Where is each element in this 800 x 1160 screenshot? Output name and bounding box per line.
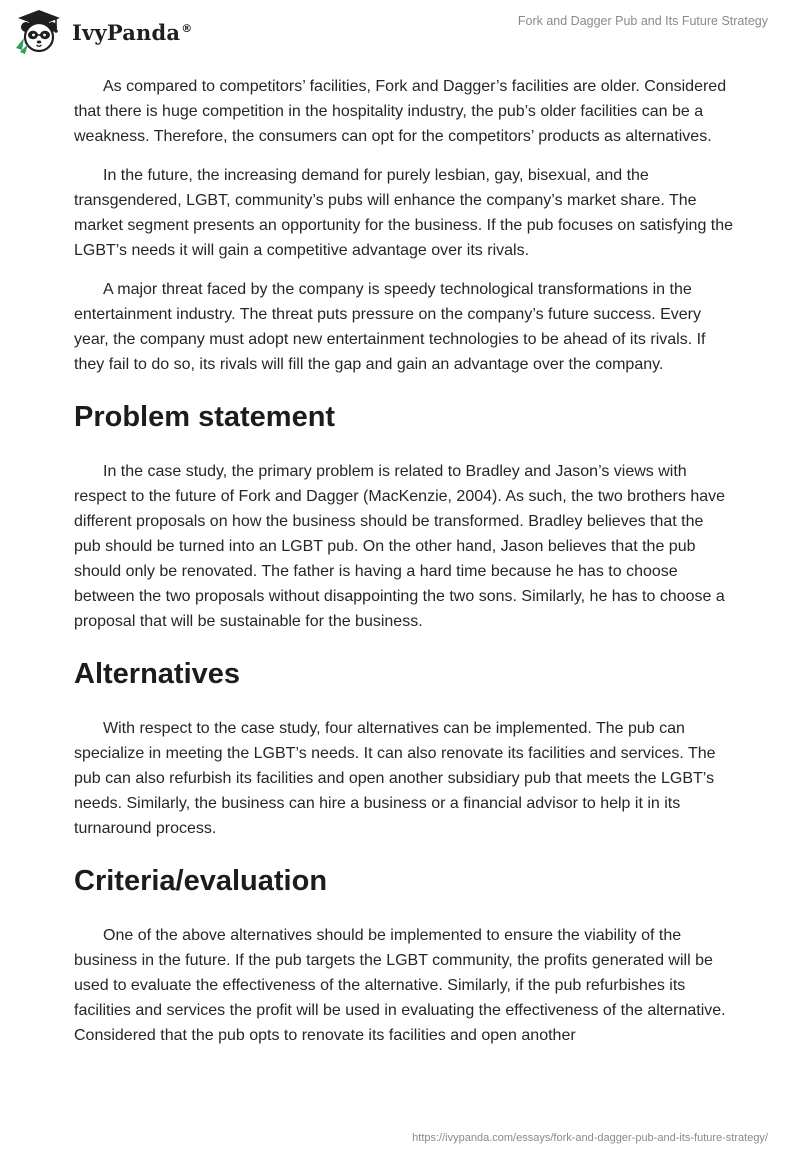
paragraph: In the future, the increasing demand for purely lesbian, gay, bisexual, and the transgendered, LGBT, community’s pubs will enhance the company’s market share. The market segment presents an opportunity for the business. If the pub focuses on satisfying the LGBT’s needs it will gain a competitive advantage over its rivals. (74, 167, 734, 259)
heading-criteria-evaluation: Criteria/evaluation (74, 865, 328, 897)
paragraph: In the case study, the primary problem is related to Bradley and Jason’s views with respect to the future of Fork and Dagger (MacKenzie, 2004). As such, the two brothers have different proposals on how the business should be transformed. Bradley believes that the pub should be turned into an LGBT pub. On the other hand, Jason believes that the pub should only be renovated. The father is having a hard time because he has to choose between the two proposals without disappointing the two sons. Similarly, he has to choose a proposal that will be sustainable for the business. (74, 463, 726, 630)
panda-graduate-icon (14, 8, 64, 54)
heading-problem-statement: Problem statement (74, 401, 336, 433)
essay-content (74, 74, 734, 1062)
paragraph: One of the above alternatives should be implemented to ensure the viability of the business in the future. If the pub targets the LGBT community, the profits generated will be used to evaluate the effectiveness of the alternative. Similarly, if the pub refurbishes its facilities and services the profit will be used in evaluating the effectiveness of the alternative. Considered that the pub opts to renovate its facilities and open another (74, 927, 726, 1044)
source-url[interactable]: https://ivypanda.com/essays/fork-and-dagger-pub-and-its-future-strategy/ (412, 1132, 768, 1144)
paragraph: As compared to competitors’ facilities, Fork and Dagger’s facilities are older. Considered that there is huge competition in the hospitality industry, the pub’s older facilities can be a weakness. Therefore, the consumers can opt for the competitors’ products as alternatives. (74, 78, 727, 145)
heading-alternatives: Alternatives (74, 658, 241, 690)
ivypanda-logo[interactable] (14, 8, 192, 54)
paragraph: With respect to the case study, four alternatives can be implemented. The pub can specialize in meeting the LGBT’s needs. It can also renovate its facilities and services. The pub can also refurbish its facilities and open another subsidiary pub that meets the LGBT’s needs. Similarly, the business can hire a business or a financial advisor to help it in its turnaround process. (74, 720, 716, 837)
running-title: Fork and Dagger Pub and Its Future Strategy (517, 14, 768, 28)
paragraph: A major threat faced by the company is speedy technological transformations in the entertainment industry. The threat puts pressure on the company’s future success. Every year, the company must adopt new entertainment technologies to be ahead of its rivals. If they fail to do so, its rivals will fill the gap and gain an advantage over the company. (74, 281, 706, 373)
page-header (0, 0, 800, 60)
logo-text: IvyPanda® (72, 19, 193, 45)
